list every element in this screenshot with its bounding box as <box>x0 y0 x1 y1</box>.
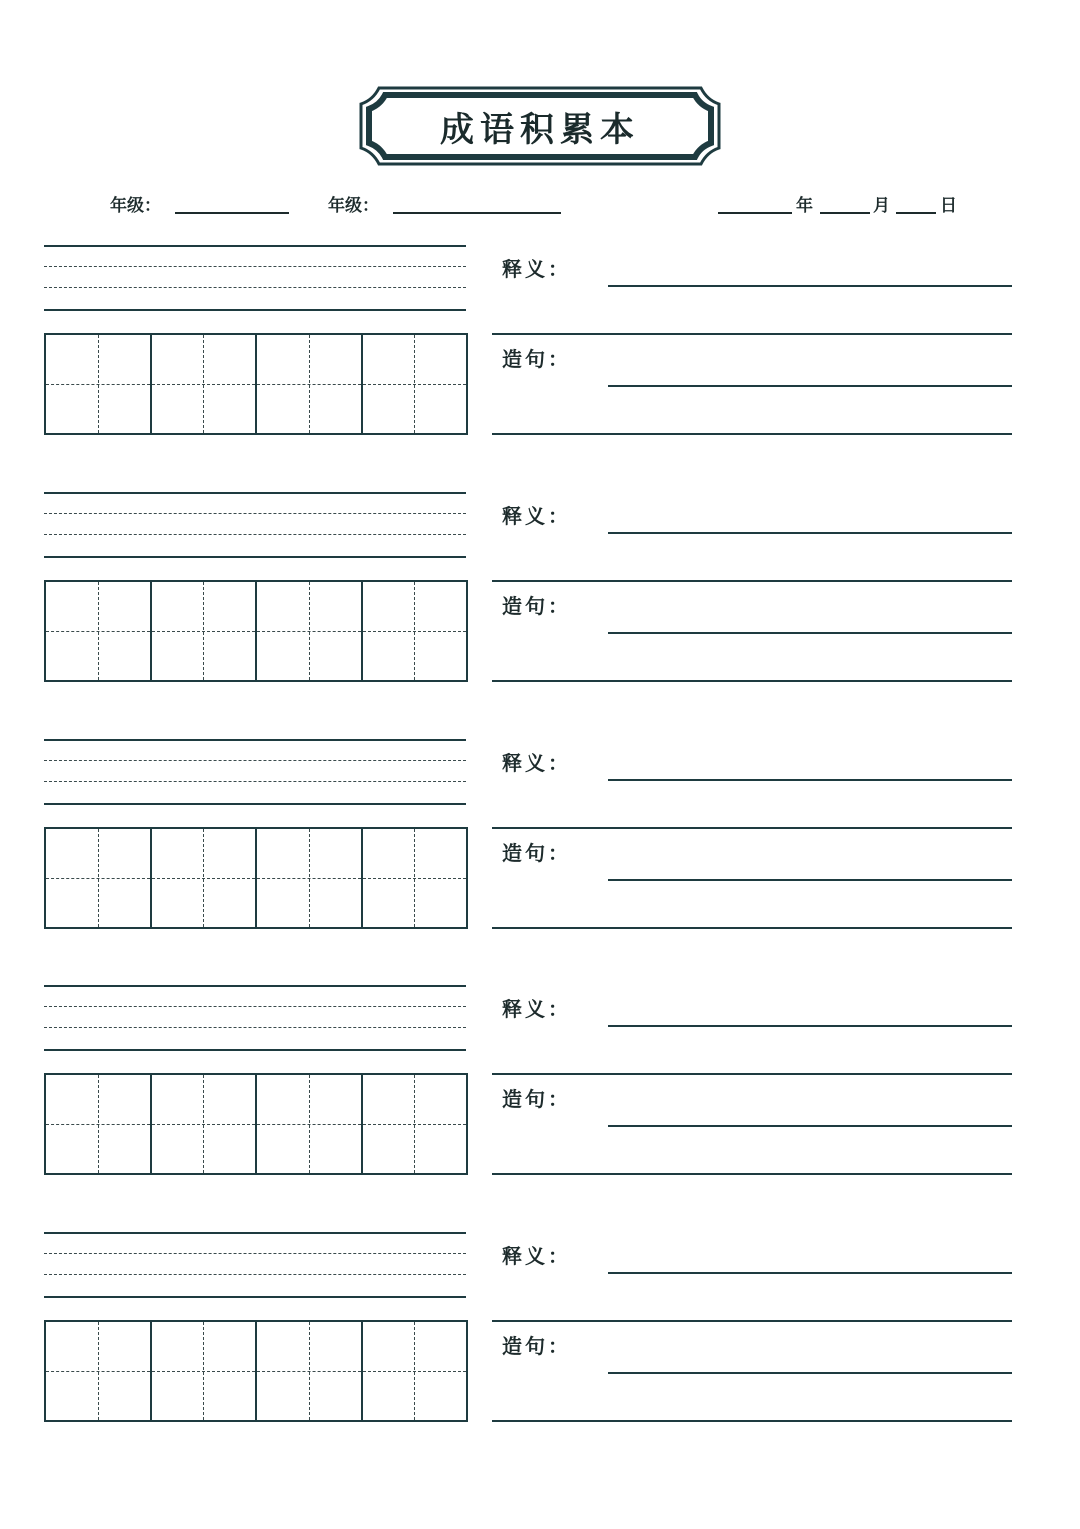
pinyin-line-bottom <box>44 556 466 558</box>
sentence-line[interactable] <box>608 632 1012 634</box>
sentence-label: 造句： <box>502 347 571 371</box>
idiom-entry <box>0 1232 1080 1432</box>
sentence-line-2[interactable] <box>492 1420 1012 1422</box>
guide-line <box>152 1124 256 1125</box>
meaning-line[interactable] <box>608 532 1012 534</box>
guide-line <box>363 1124 467 1125</box>
pinyin-line-dashed <box>44 287 466 288</box>
tianzi-cell[interactable] <box>257 582 363 680</box>
guide-line <box>46 878 150 879</box>
sentence-label: 造句： <box>502 841 571 865</box>
tianzi-cell[interactable] <box>152 1075 258 1173</box>
tianzi-cell[interactable] <box>257 1075 363 1173</box>
meaning-line-2[interactable] <box>492 1320 1012 1322</box>
page-title: 成语积累本 <box>440 109 640 150</box>
tianzi-cell[interactable] <box>257 1322 363 1420</box>
pinyin-line-dashed <box>44 266 466 267</box>
meaning-line-2[interactable] <box>492 827 1012 829</box>
sentence-label: 造句： <box>502 1087 571 1111</box>
sentence-line-2[interactable] <box>492 433 1012 435</box>
tianzi-cell[interactable] <box>46 582 152 680</box>
tianzi-cell[interactable] <box>46 335 152 433</box>
pinyin-line-dashed <box>44 534 466 535</box>
idiom-entry <box>0 985 1080 1185</box>
guide-line <box>152 384 256 385</box>
meaning-line-2[interactable] <box>492 580 1012 582</box>
meaning-label: 释义： <box>502 1244 571 1268</box>
guide-line <box>46 1124 150 1125</box>
title-banner <box>357 86 723 166</box>
pinyin-line-dashed <box>44 1027 466 1028</box>
pinyin-line-bottom <box>44 309 466 311</box>
tianzi-grid[interactable] <box>44 333 468 435</box>
pinyin-line-bottom <box>44 1296 466 1298</box>
sentence-line[interactable] <box>608 1125 1012 1127</box>
pinyin-line-top[interactable] <box>44 245 466 247</box>
meaning-label: 释义： <box>502 997 571 1021</box>
tianzi-cell[interactable] <box>363 1322 467 1420</box>
guide-line <box>152 878 256 879</box>
day-field[interactable] <box>896 212 936 214</box>
tianzi-cell[interactable] <box>152 829 258 927</box>
tianzi-cell[interactable] <box>46 829 152 927</box>
tianzi-cell[interactable] <box>363 582 467 680</box>
tianzi-cell[interactable] <box>257 335 363 433</box>
sentence-line-2[interactable] <box>492 1173 1012 1175</box>
guide-line <box>152 1371 256 1372</box>
sentence-line-2[interactable] <box>492 680 1012 682</box>
pinyin-line-dashed <box>44 513 466 514</box>
tianzi-cell[interactable] <box>257 829 363 927</box>
meaning-label: 释义： <box>502 257 571 281</box>
sentence-line[interactable] <box>608 879 1012 881</box>
tianzi-cell[interactable] <box>152 335 258 433</box>
year-label: 年 <box>796 196 813 216</box>
idiom-entry <box>0 245 1080 445</box>
grade-field-2[interactable] <box>393 212 561 214</box>
grade-field[interactable] <box>175 212 289 214</box>
idiom-entry <box>0 739 1080 939</box>
pinyin-line-top[interactable] <box>44 739 466 741</box>
tianzi-cell[interactable] <box>152 582 258 680</box>
meaning-line-2[interactable] <box>492 1073 1012 1075</box>
meaning-line[interactable] <box>608 285 1012 287</box>
guide-line <box>257 631 361 632</box>
sentence-line[interactable] <box>608 385 1012 387</box>
month-field[interactable] <box>820 212 870 214</box>
meaning-line[interactable] <box>608 1025 1012 1027</box>
guide-line <box>46 384 150 385</box>
tianzi-grid[interactable] <box>44 1073 468 1175</box>
guide-line <box>257 1371 361 1372</box>
pinyin-line-dashed <box>44 781 466 782</box>
pinyin-line-bottom <box>44 1049 466 1051</box>
tianzi-cell[interactable] <box>152 1322 258 1420</box>
tianzi-cell[interactable] <box>363 1075 467 1173</box>
meaning-line[interactable] <box>608 1272 1012 1274</box>
pinyin-line-bottom <box>44 803 466 805</box>
meaning-line-2[interactable] <box>492 333 1012 335</box>
guide-line <box>257 384 361 385</box>
guide-line <box>363 384 467 385</box>
guide-line <box>363 631 467 632</box>
sentence-label: 造句： <box>502 594 571 618</box>
tianzi-grid[interactable] <box>44 827 468 929</box>
guide-line <box>152 631 256 632</box>
pinyin-line-top[interactable] <box>44 492 466 494</box>
year-field[interactable] <box>718 212 792 214</box>
tianzi-cell[interactable] <box>46 1322 152 1420</box>
tianzi-cell[interactable] <box>363 335 467 433</box>
pinyin-line-top[interactable] <box>44 985 466 987</box>
grade-label-2: 年级： <box>328 196 379 216</box>
sentence-label: 造句： <box>502 1334 571 1358</box>
guide-line <box>363 1371 467 1372</box>
sentence-line-2[interactable] <box>492 927 1012 929</box>
guide-line <box>46 1371 150 1372</box>
month-label: 月 <box>873 196 890 216</box>
meaning-label: 释义： <box>502 504 571 528</box>
pinyin-line-dashed <box>44 1006 466 1007</box>
tianzi-grid[interactable] <box>44 1320 468 1422</box>
tianzi-cell[interactable] <box>46 1075 152 1173</box>
idiom-entry <box>0 492 1080 692</box>
meaning-label: 释义： <box>502 751 571 775</box>
guide-line <box>257 1124 361 1125</box>
guide-line <box>46 631 150 632</box>
guide-line <box>257 878 361 879</box>
guide-line <box>363 878 467 879</box>
day-label: 日 <box>940 196 957 216</box>
sentence-line[interactable] <box>608 1372 1012 1374</box>
grade-label: 年级： <box>110 196 161 216</box>
tianzi-grid[interactable] <box>44 580 468 682</box>
pinyin-line-dashed <box>44 1274 466 1275</box>
pinyin-line-top[interactable] <box>44 1232 466 1234</box>
pinyin-line-dashed <box>44 760 466 761</box>
tianzi-cell[interactable] <box>363 829 467 927</box>
meaning-line[interactable] <box>608 779 1012 781</box>
pinyin-line-dashed <box>44 1253 466 1254</box>
